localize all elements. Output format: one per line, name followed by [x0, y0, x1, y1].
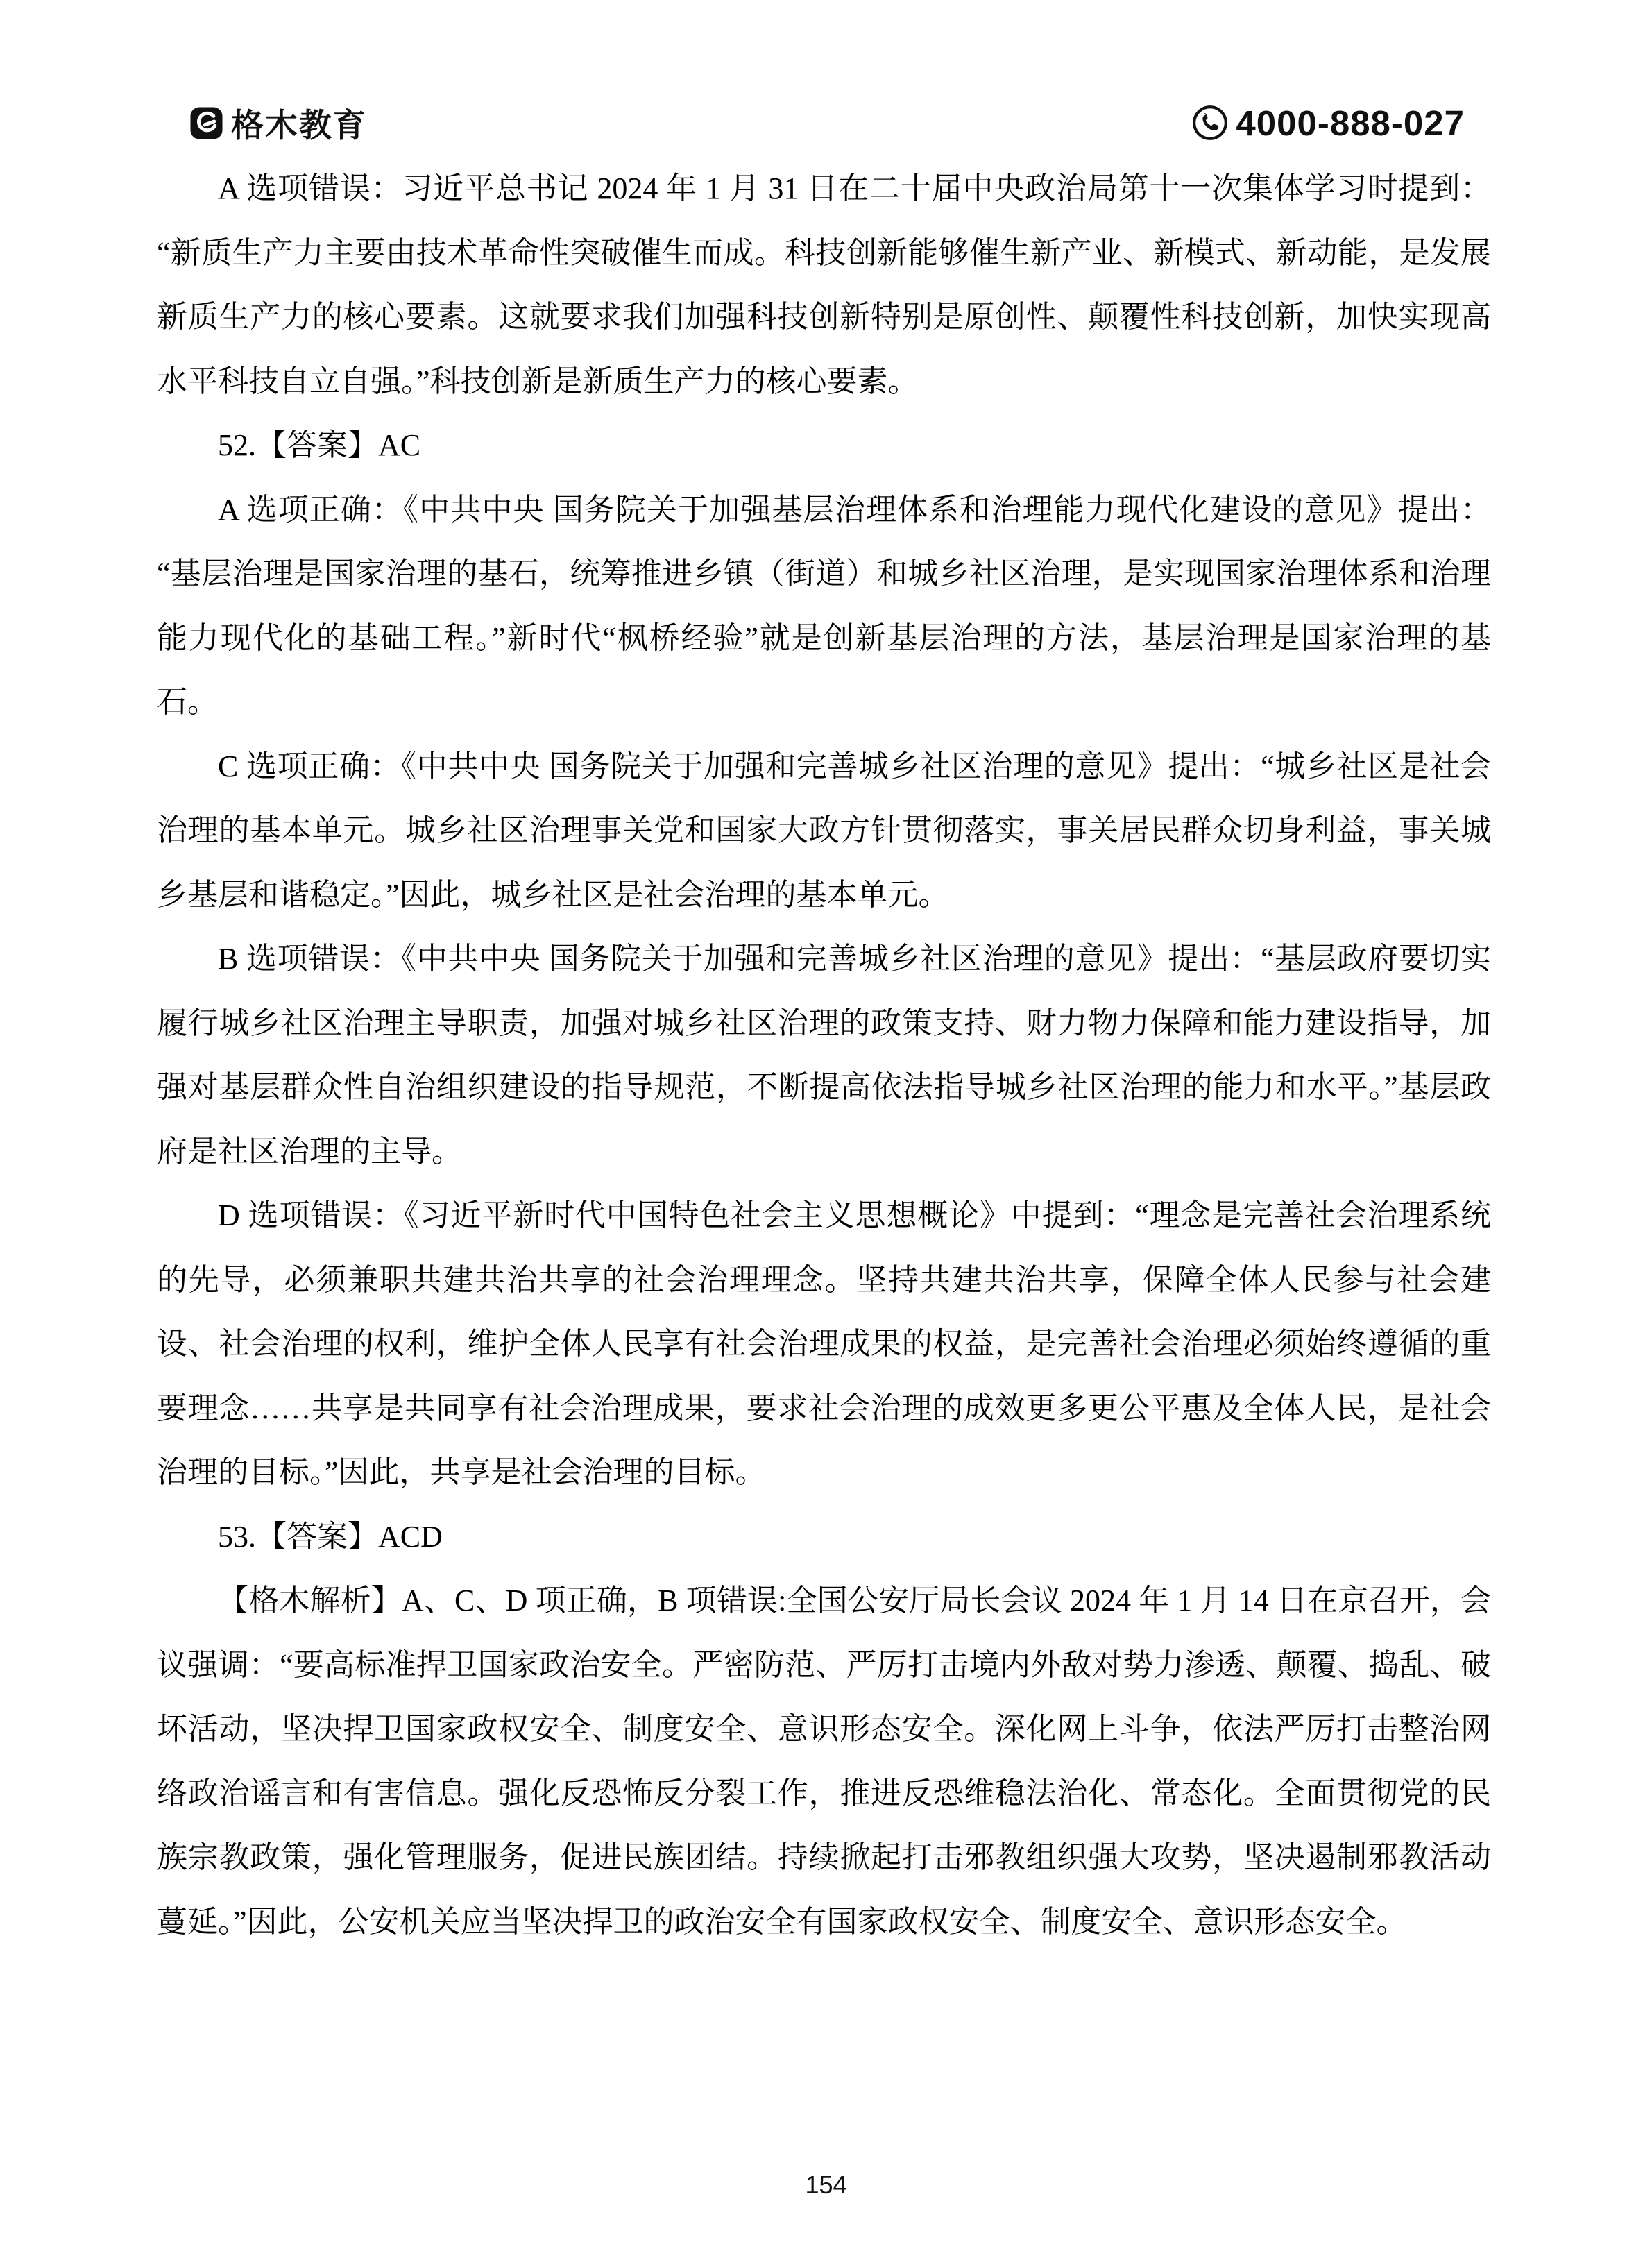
para-52-option-b: B 选项错误：《中共中央 国务院关于加强和完善城乡社区治理的意见》提出：“基层政府要切实履行城乡社区治理主导职责，加强对城乡社区治理的政策支持、财力物力保障和能力建设指导，加强对基层群众性自治组织建设的指导规范，不断提高依法指导城乡社区治理的能力和水平。”基层政府是社区治理的主导。	[157, 942, 1491, 1169]
brand-name: 格木教育	[231, 106, 367, 144]
para-52-option-d: D 选项错误：《习近平新时代中国特色社会主义思想概论》中提到：“理念是完善社会治理系统的先导，必须兼职共建共治共享的社会治理理念。坚持共建共治共享，保障全体人民参与社会建设、社会治理的权利，维护全体人民享有社会治理成果的权益，是完善社会治理必须始终遵循的重要理念……共享是共同享有社会治理成果，要求社会治理的成效更多更公平惠及全体人民，是社会治理的目标。”因此，共享是社会治理的目标。	[157, 1198, 1491, 1489]
para-52-option-a: A 选项正确：《中共中央 国务院关于加强基层治理体系和治理能力现代化建设的意见》提出：“基层治理是国家治理的基石，统筹推进乡镇（街道）和城乡社区治理，是实现国家治理体系和治理能力现代化的基础工程。”新时代“枫桥经验”就是创新基层治理的方法，基层治理是国家治理的基石。	[157, 492, 1491, 719]
phone-number: 4000-888-027	[1236, 103, 1465, 143]
page-header	[190, 101, 1465, 144]
para-answer-52: 52.【答案】AC	[218, 428, 421, 462]
para-53-analysis: 【格木解析】A、C、D 项正确，B 项错误:全国公安厅局长会议 2024 年 1 月 14 日在京召开，会议强调：“要高标准捍卫国家政治安全。严密防范、严厉打击境内外敌对势力渗透、颠覆、捣乱、破坏活动，坚决捍卫国家政权安全、制度安全、意识形态安全。深化网上斗争，依法严厉打击整治网络政治谣言和有害信息。强化反恐怖反分裂工作，推进反恐维稳法治化、常态化。全面贯彻党的民族宗教政策，强化管理服务，促进民族团结。持续掀起打击邪教组织强大攻势，坚决遏制邪教活动蔓延。”因此，公安机关应当坚决捍卫的政治安全有国家政权安全、制度安全、意识形态安全。	[157, 1583, 1491, 1939]
para-52-option-c: C 选项正确：《中共中央 国务院关于加强和完善城乡社区治理的意见》提出：“城乡社区是社会治理的基本单元。城乡社区治理事关党和国家大政方针贯彻落实，事关居民群众切身利益，事关城乡基层和谐稳定。”因此，城乡社区是社会治理的基本单元。	[157, 749, 1491, 912]
phone-icon	[1191, 104, 1229, 142]
para-option-a-wrong: A 选项错误：习近平总书记 2024 年 1 月 31 日在二十届中央政治局第十一次集体学习时提到：“新质生产力主要由技术革命性突破催生而成。科技创新能够催生新产业、新模式、新动能，是发展新质生产力的核心要素。这就要求我们加强科技创新特别是原创性、颠覆性科技创新，加快实现高水平科技自立自强。”科技创新是新质生产力的核心要素。	[157, 171, 1491, 398]
brand-logo	[190, 100, 367, 146]
para-answer-53: 53.【答案】ACD	[218, 1519, 443, 1554]
answer-explanation-text	[157, 157, 1491, 1954]
page-footer	[0, 2171, 1652, 2200]
page-number: 154	[805, 2171, 847, 2199]
gemu-logo-icon	[190, 107, 223, 139]
phone-contact	[1191, 103, 1465, 144]
